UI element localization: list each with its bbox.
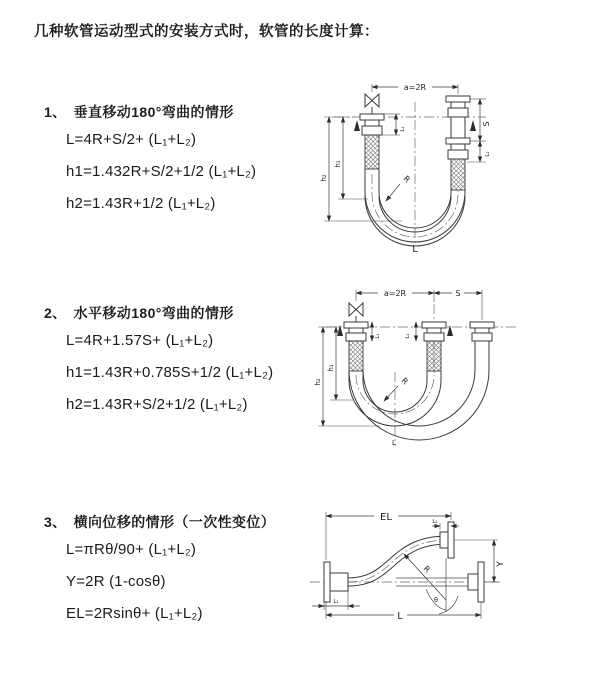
diagram-vertical-bend (310, 74, 594, 261)
formula-line: EL=2Rsinθ+ (L₁+L₂) (66, 605, 203, 622)
radius-label: R (399, 376, 410, 387)
braided-hose-section (427, 341, 441, 371)
section-2-title: 水平移动180°弯曲的情形 (73, 305, 234, 321)
section-2-heading (44, 303, 273, 323)
section-1-title: 垂直移动180°弯曲的情形 (73, 104, 234, 120)
up-arrow-icon (447, 325, 453, 336)
formula-line: L=4R+1.57S+ (L₁+L₂) (66, 332, 214, 349)
section-1-heading (44, 102, 256, 122)
formula-line: L=πRθ/90+ (L₁+L₂) (66, 541, 197, 558)
dim-label-h2: h₂ (320, 174, 328, 182)
section-3-heading (44, 512, 275, 532)
section-2-number: 2、 (44, 305, 67, 321)
braided-hose-section (349, 341, 363, 371)
dim-label-l: L (392, 439, 396, 447)
dim-label-a2r: a=2R (403, 83, 427, 92)
dim-label-s: S (482, 121, 491, 127)
up-arrow-icon (470, 120, 476, 131)
formula-line: h1=1.43R+0.785S+1/2 (L₁+L₂) (66, 364, 274, 381)
section-2 (44, 303, 273, 421)
formula-line: h2=1.43R+S/2+1/2 (L₁+L₂) (66, 396, 248, 413)
section-3 (44, 512, 275, 630)
dim-label-y: Y (496, 561, 506, 567)
valve-icon (365, 94, 379, 107)
formula-line: Y=2R (1-cosθ) (66, 573, 166, 590)
section-2-formulas (44, 325, 273, 421)
dim-label-l1: L₁ (400, 126, 406, 132)
dim-label-h1: h₁ (334, 160, 342, 168)
formula-line: h1=1.432R+S/2+1/2 (L₁+L₂) (66, 163, 257, 180)
braided-hose-section (451, 159, 465, 190)
dim-label-l1: L₁ (432, 519, 438, 525)
dim-label-h2: h₂ (314, 378, 322, 386)
diagram-horizontal-bend (308, 280, 594, 459)
page-title: 几种软管运动型式的安装方式时，软管的长度计算： (34, 24, 379, 40)
diagram-lateral-displacement-svg (296, 498, 600, 642)
radius-label: R (421, 564, 432, 575)
section-3-formulas (44, 534, 275, 630)
dim-label-s: S (455, 289, 461, 298)
diagram-vertical-bend-svg (310, 74, 594, 256)
section-1 (44, 102, 256, 220)
dim-label-l1: L₁ (375, 333, 381, 339)
angle-label: θ (434, 596, 438, 604)
diagram-lateral-displacement (296, 498, 600, 647)
section-3-title: 横向位移的情形（一次性变位） (73, 514, 276, 530)
dim-label-l1: L₁ (333, 599, 339, 605)
section-1-number: 1、 (44, 104, 67, 120)
section-1-formulas (44, 124, 256, 220)
dim-label-el: EL (380, 512, 392, 523)
valve-icon (349, 303, 363, 316)
dim-label-l1: L₁ (405, 333, 411, 339)
radius-label: R (401, 174, 412, 185)
dim-label-a2r: a=2R (383, 289, 407, 298)
dim-label-l: L (412, 244, 418, 255)
dim-label-h1: h₁ (327, 364, 335, 372)
up-arrow-icon (354, 120, 360, 131)
formula-line: h2=1.43R+1/2 (L₁+L₂) (66, 195, 216, 212)
braided-hose-section (365, 135, 379, 169)
section-3-number: 3、 (44, 514, 67, 530)
dim-label-l1: L₁ (485, 151, 491, 157)
up-arrow-icon (337, 325, 343, 336)
formula-line: L=4R+S/2+ (L₁+L₂) (66, 131, 197, 148)
diagram-horizontal-bend-svg (308, 280, 594, 454)
dim-label-l: L (397, 611, 403, 622)
